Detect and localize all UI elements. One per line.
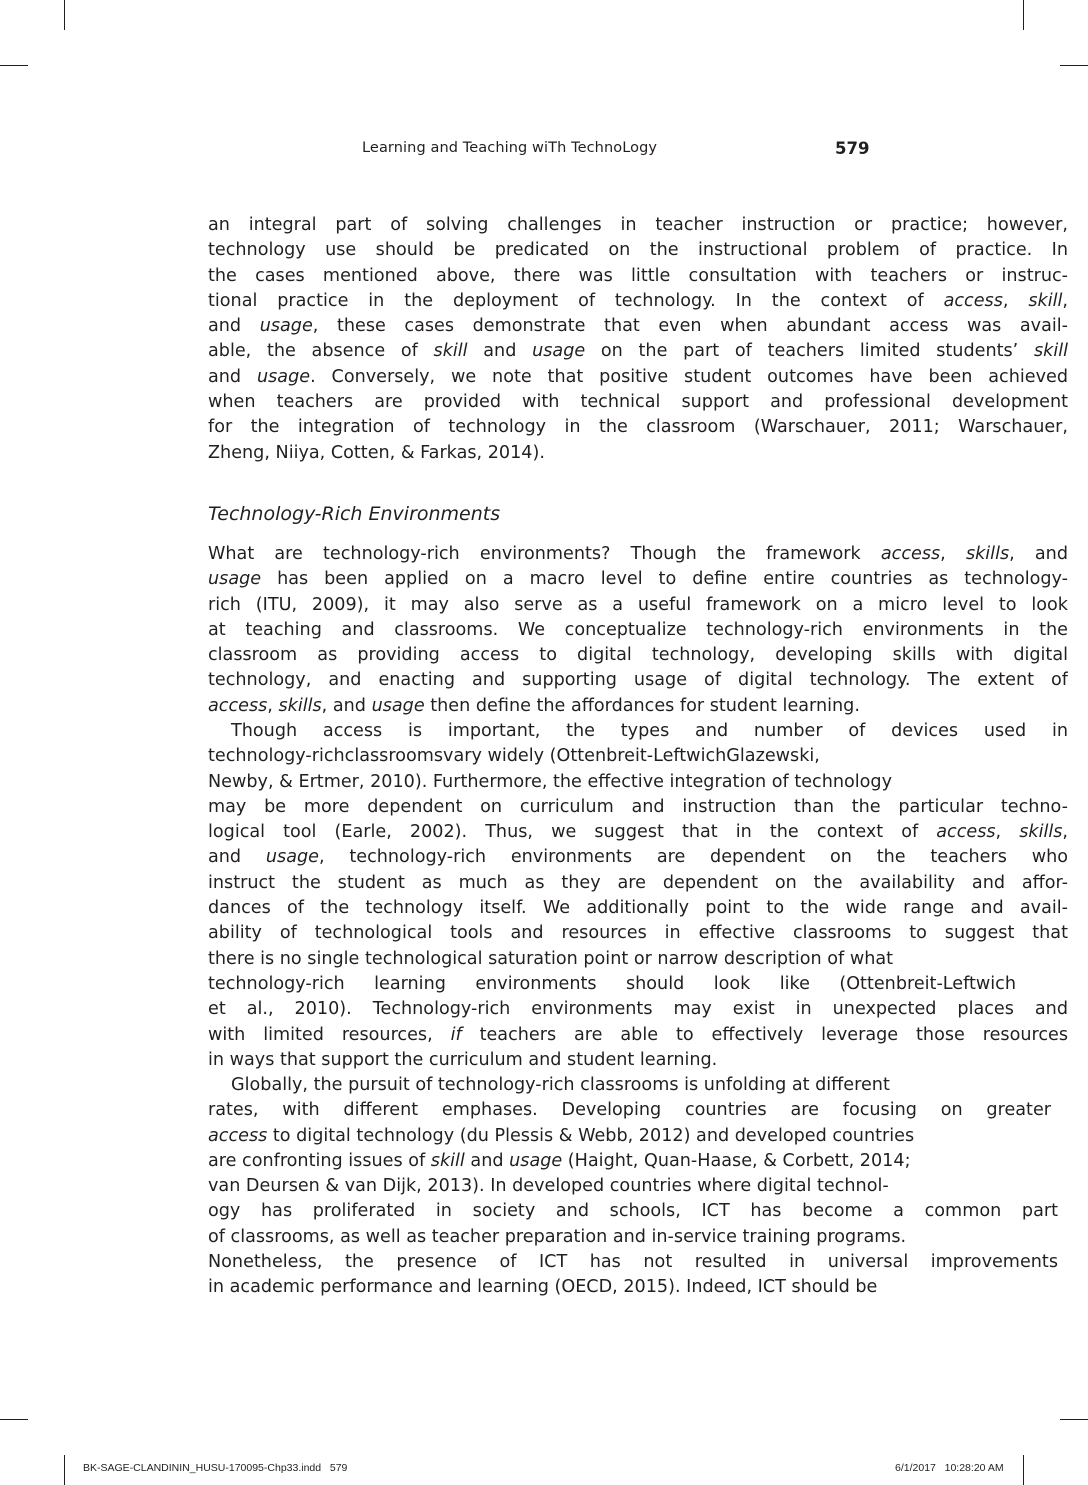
text-line: in ways that support the curriculum and student learning. [208,1049,718,1070]
text-line: ogy has proliferated in society and schools, ICT has become a common part [208,1201,1058,1222]
crop-mark-right-bottom [1060,1419,1088,1420]
crop-mark-top-right [1023,0,1024,30]
text-line: able, the absence of skill and usage on the part of teachers limited students’ skill [208,341,1068,362]
text-line: technology, and enacting and supporting usage of digital technology. The extent of [208,670,1068,691]
text-line: and usage, technology-rich environments are dependent on the teachers who [208,847,1068,868]
text-line: of classrooms, as well as teacher preparation and in-service training programs. [208,1226,907,1247]
date-slug: 6/1/2017 10:28:20 AM [895,1462,1004,1474]
crop-mark-right-top [1060,65,1088,66]
paragraph-4 [208,1073,1068,1301]
text-line: when teachers are provided with technical support and professional development [208,392,1068,413]
paragraph-3 [208,719,1068,1073]
text-line: van Deursen & van Dijk, 2013). In developed countries where digital technol- [208,1176,889,1197]
text-line: for the integration of technology in the classroom (Warschauer, 2011; Warschauer, [208,417,1068,438]
text-line: and usage. Conversely, we note that positive student outcomes have been achieved [208,366,1068,387]
text-line: rates, with different emphases. Developing countries are focusing on greater [208,1100,1051,1121]
text-line: technology use should be predicated on the instructional problem of practice. In [208,240,1068,261]
text-line: access to digital technology (du Plessis & Webb, 2012) and developed countries [208,1125,915,1146]
running-head [0,140,1088,160]
text-line: the cases mentioned above, there was little consultation with teachers or instruc- [208,265,1068,286]
text-line: Globally, the pursuit of technology-rich classrooms is unfolding at different [231,1075,890,1095]
paragraph-2 [208,542,1068,719]
text-line: classroom as providing access to digital technology, developing skills with digital [208,645,1068,666]
text-line: Nonetheless, the presence of ICT has not resulted in universal improvements [208,1252,1058,1273]
file-slug: BK-SAGE-CLANDININ_HUSU-170095-Chp33.indd 579 [83,1462,348,1474]
crop-mark-top-left [64,0,65,30]
paragraph-1 [208,213,1068,466]
text-line: technology-richclassroomsvary widely (Ottenbreit-LeftwichGlazewski, [208,746,820,767]
text-line: Though access is important, the types and number of devices used in [231,721,1068,741]
text-line: an integral part of solving challenges in teacher instruction or practice; however, [208,215,1068,235]
running-title: Learning and Teaching wiTh TechnoLogy [362,140,658,156]
text-line: access, skills, and usage then define the affordances for student learning. [208,695,860,716]
section-heading: Technology-Rich Environments [208,503,501,525]
text-line: and usage, these cases demonstrate that even when abundant access was avail- [208,316,1068,337]
text-line: tional practice in the deployment of technology. In the context of access, skill, [208,290,1068,311]
crop-mark-left-top [0,65,28,66]
text-line: Zheng, Niiya, Cotten, & Farkas, 2014). [208,442,545,463]
crop-mark-bottom-right [1023,1455,1024,1485]
text-line: may be more dependent on curriculum and instruction than the particular techno- [208,796,1068,817]
text-line: technology-rich learning environments should look like (Ottenbreit-Leftwich [208,973,1016,994]
text-line: usage has been applied on a macro level to define entire countries as technology- [208,569,1068,590]
text-line: are confronting issues of skill and usage (Haight, Quan-Haase, & Corbett, 2014; [208,1150,911,1171]
text-line: in academic performance and learning (OECD, 2015). Indeed, ICT should be [208,1277,878,1298]
page-number: 579 [835,139,870,158]
text-line: with limited resources, if teachers are able to effectively leverage those resources [208,1024,1068,1045]
text-line: What are technology-rich environments? Though the framework access, skills, and [208,544,1068,564]
text-line: Newby, & Ertmer, 2010). Furthermore, the effective integration of technology [208,771,893,792]
text-line: et al., 2010). Technology-rich environments may exist in unexpected places and [208,999,1068,1020]
crop-mark-left-bottom [0,1419,28,1420]
text-line: there is no single technological saturation point or narrow description of what [208,948,894,969]
text-line: at teaching and classrooms. We conceptualize technology-rich environments in the [208,619,1068,640]
text-line: instruct the student as much as they are dependent on the availability and affor- [208,872,1068,893]
text-line: rich (ITU, 2009), it may also serve as a useful framework on a micro level to look [208,594,1068,615]
text-line: dances of the technology itself. We additionally point to the wide range and avail- [208,898,1068,919]
text-line: logical tool (Earle, 2002). Thus, we suggest that in the context of access, skills, [208,822,1068,843]
crop-mark-bottom-left [64,1455,65,1485]
text-line: ability of technological tools and resources in effective classrooms to suggest that [208,923,1068,944]
